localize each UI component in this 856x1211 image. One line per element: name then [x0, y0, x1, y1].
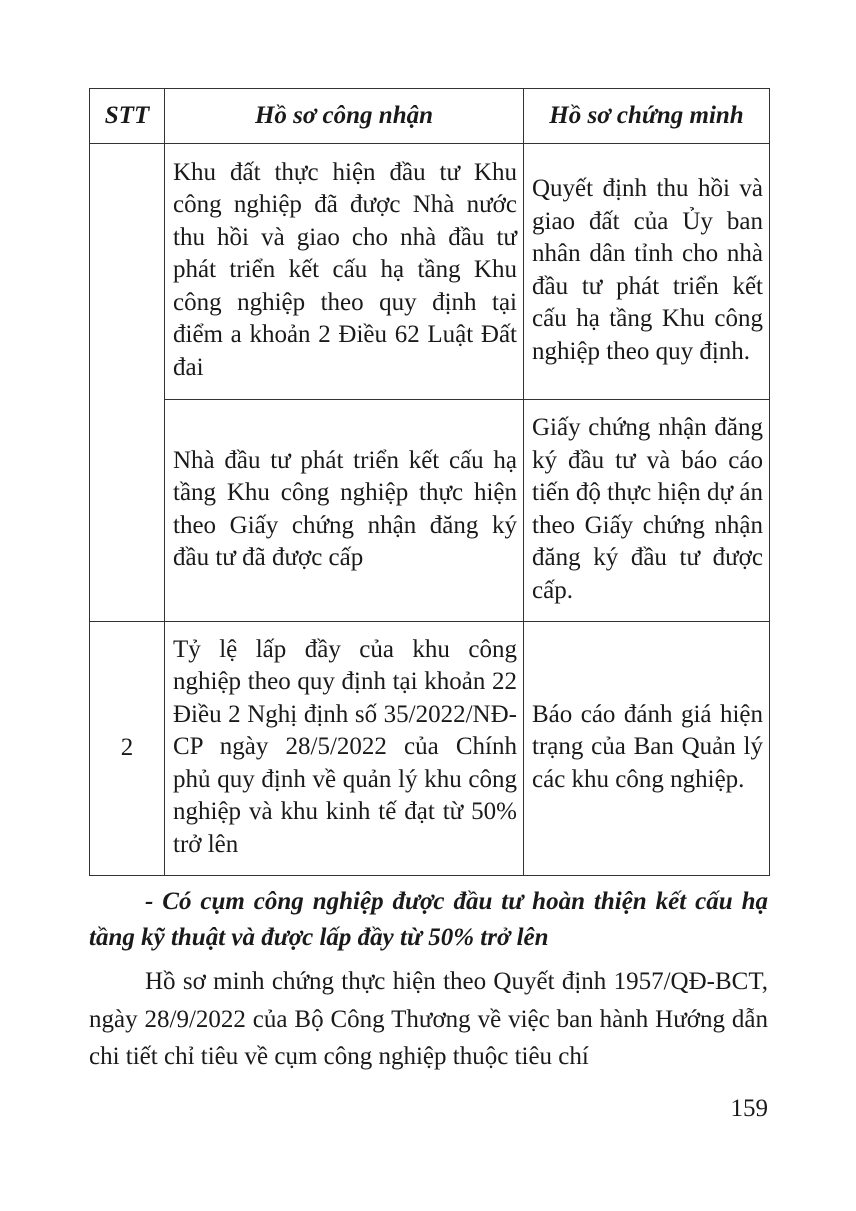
row-recognition: Tỷ lệ lấp đầy của khu công nghiệp theo quy định tại khoản 22 Điều 2 Nghị định số 35/2022/NĐ-CP ngày 28/5/2022 của Chính phủ quy định về quản lý khu công nghiệp và khu kinh tế đạt từ 50% trở lên [165, 622, 524, 876]
row-evidence: Quyết định thu hồi và giao đất của Ủy ban nhân dân tỉnh cho nhà đầu tư phát triển kết cấu hạ tầng Khu công nghiệp theo quy định. [524, 144, 770, 400]
page-number: 159 [730, 1095, 768, 1122]
table-row [90, 144, 770, 400]
row-evidence: Giấy chứng nhận đăng ký đầu tư và báo cáo tiến độ thực hiện dự án theo Giấy chứng nhận đăng ký đầu tư được cấp. [524, 400, 770, 622]
table-row [90, 400, 770, 622]
section-heading: - Có cụm công nghiệp được đầu tư hoàn thiện kết cấu hạ tầng kỹ thuật và được lấp đầy từ 50% trở lên [89, 888, 768, 951]
table-row [90, 622, 770, 876]
row-stt [90, 144, 165, 622]
body-paragraph: Hồ sơ minh chứng thực hiện theo Quyết định 1957/QĐ-BCT, ngày 28/9/2022 của Bộ Công Thương về việc ban hành Hướng dẫn chi tiết chỉ tiêu về cụm công nghiệp thuộc tiêu chí [89, 968, 768, 1070]
table-header-row [90, 89, 770, 144]
row-evidence: Báo cáo đánh giá hiện trạng của Ban Quản lý các khu công nghiệp. [524, 622, 770, 876]
header-recognition: Hồ sơ công nhận [165, 89, 524, 144]
header-stt: STT [90, 89, 165, 144]
requirements-table [89, 88, 770, 876]
row-recognition: Nhà đầu tư phát triển kết cấu hạ tầng Khu công nghiệp thực hiện theo Giấy chứng nhận đăng ký đầu tư đã được cấp [165, 400, 524, 622]
row-recognition: Khu đất thực hiện đầu tư Khu công nghiệp đã được Nhà nước thu hồi và giao cho nhà đầu tư phát triển kết cấu hạ tầng Khu công nghiệp theo quy định tại điểm a khoản 2 Điều 62 Luật Đất đai [165, 144, 524, 400]
row-stt: 2 [90, 622, 165, 876]
header-evidence: Hồ sơ chứng minh [524, 89, 770, 144]
